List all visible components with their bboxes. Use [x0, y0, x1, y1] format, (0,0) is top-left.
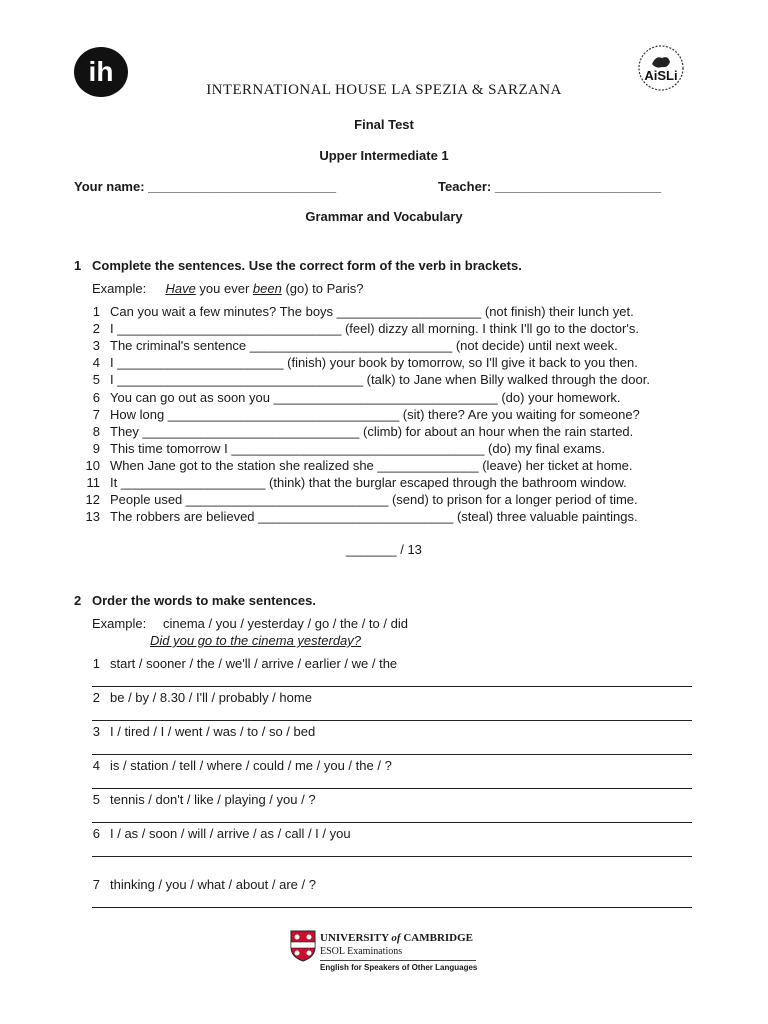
exercise-1-item-number: 4 [92, 355, 100, 371]
exercise-1-item[interactable]: How long ________________________________ (sit) there? Are you waiting for someone? [110, 406, 640, 422]
exercise-1-item[interactable]: The robbers are believed ___________________________ (steal) three valuable paintings. [110, 509, 638, 525]
ih-logo-text: ih [88, 56, 114, 87]
exercise-1-item-number: 13 [85, 509, 100, 525]
cambridge-sub: ESOL Examinations [320, 946, 403, 957]
exercise-2-item-words: I / tired / I / went / was / to / so / bed [110, 724, 316, 739]
exercise-2-answer-line[interactable] [92, 822, 692, 823]
exercise-1-number: 1 [74, 258, 82, 273]
exercise-2-item-words: is / station / tell / where / could / me / you / the / ? [110, 758, 392, 773]
example-word-have: Have [165, 281, 196, 296]
exercise-2-item-number: 2 [92, 690, 100, 705]
example-word-been: been [252, 281, 282, 296]
exercise-1-instruction: Complete the sentences. Use the correct form of the verb in brackets. [92, 258, 522, 273]
exercise-2-example-label: Example: [92, 616, 147, 631]
exercise-1-item-number: 11 [86, 475, 100, 490]
exercise-2-item-words: be / by / 8.30 / I'll / probably / home [110, 690, 312, 705]
test-title: Final Test [354, 117, 414, 132]
exercise-1-item[interactable]: You can go out as soon you _______________________________ (do) your homework. [110, 389, 621, 405]
exercise-1-item-number: 10 [85, 457, 100, 473]
exercise-2-example-answer: Did you go to the cinema yesterday? [150, 633, 362, 648]
exercise-2-answer-line[interactable] [92, 856, 692, 857]
exercise-1-item-number: 3 [92, 338, 100, 354]
exercise-2-answer-line[interactable] [92, 907, 692, 908]
example-word-rest: (go) to Paris? [281, 281, 364, 296]
exercise-1-item[interactable]: Can you wait a few minutes? The boys ____________________ (not finish) their lunch yet. [110, 304, 634, 319]
exercise-1-item[interactable]: This time tomorrow I ___________________________________ (do) my final exams. [110, 440, 606, 456]
exercise-1-item-number: 12 [85, 492, 100, 508]
exercise-1-item-number: 8 [92, 423, 100, 439]
exercise-1-item[interactable]: I _______________________________ (feel) dizzy all morning. I think I'll go to the doctor's. [110, 321, 639, 337]
exercise-2-item-number: 1 [92, 656, 100, 671]
exercise-1-item[interactable]: The criminal's sentence ____________________________ (not decide) until next week. [110, 338, 618, 354]
exercise-2-answer-line[interactable] [92, 686, 692, 687]
name-field[interactable]: Your name: __________________________ [74, 179, 337, 194]
exercise-1-item-number: 9 [92, 440, 100, 456]
exercise-1-item-number: 5 [92, 372, 100, 388]
exercise-2-answer-line[interactable] [92, 788, 692, 789]
exercise-1-item[interactable]: When Jane got to the station she realized she ______________ (leave) her ticket at home. [110, 457, 633, 473]
exercise-2-item-number: 4 [92, 758, 100, 773]
exercise-2-answer-line[interactable] [92, 720, 692, 721]
cambridge-divider [320, 960, 476, 961]
exercise-1-score[interactable]: _______ / 13 [346, 542, 422, 557]
cambridge-crest-icon [290, 930, 316, 962]
cambridge-name: UNIVERSITY of CAMBRIDGE [320, 932, 474, 944]
section-title: Grammar and Vocabulary [305, 209, 463, 224]
example-label: Example: [92, 281, 147, 296]
exercise-1-item-number: 7 [92, 406, 100, 422]
exercise-2-item-number: 6 [92, 826, 100, 841]
exercise-1-example [92, 281, 363, 296]
exercise-2-item-number: 7 [92, 877, 100, 892]
exercise-2-item-words: start / sooner / the / we'll / arrive / earlier / we / the [110, 656, 398, 671]
exercise-1-item[interactable]: I _______________________ (finish) your book by tomorrow, so I'll give it back to you then. [110, 355, 638, 371]
exercise-2-item-words: I / as / soon / will / arrive / as / call / I / you [110, 826, 351, 841]
exercise-2-item-number: 5 [92, 792, 100, 807]
exercise-2-item-words: tennis / don't / like / playing / you / ? [110, 792, 316, 807]
teacher-field[interactable]: Teacher: _______________________ [438, 179, 662, 194]
exercise-2-example-words: cinema / you / yesterday / go / the / to / did [163, 616, 408, 631]
exercise-1-item-number: 1 [92, 304, 100, 319]
exercise-2-answer-line[interactable] [92, 754, 692, 755]
exercise-1-item[interactable]: People used ____________________________ (send) to prison for a longer period of time. [110, 492, 638, 508]
exercise-1-item-number: 6 [92, 389, 100, 405]
exercise-2-number: 2 [74, 593, 82, 608]
exercise-2-item-number: 3 [92, 724, 100, 739]
school-name: INTERNATIONAL HOUSE LA SPEZIA & SARZANA [206, 82, 562, 98]
exercise-1-item[interactable]: They ______________________________ (climb) for about an hour when the rain started. [110, 423, 634, 439]
exercise-1-item-number: 2 [92, 321, 100, 337]
example-word-you-ever: you ever [195, 281, 253, 296]
cambridge-tagline: English for Speakers of Other Languages [320, 963, 478, 972]
exercise-1-item[interactable]: I __________________________________ (talk) to Jane when Billy walked through the door. [110, 372, 650, 388]
exercise-2-item-words: thinking / you / what / about / are / ? [110, 877, 316, 892]
exercise-2-instruction: Order the words to make sentences. [92, 593, 316, 608]
test-level: Upper Intermediate 1 [319, 148, 449, 163]
exercise-1-item[interactable]: It ____________________ (think) that the burglar escaped through the bathroom window. [110, 475, 627, 490]
aisli-logo-text: AiSLi [644, 68, 678, 83]
